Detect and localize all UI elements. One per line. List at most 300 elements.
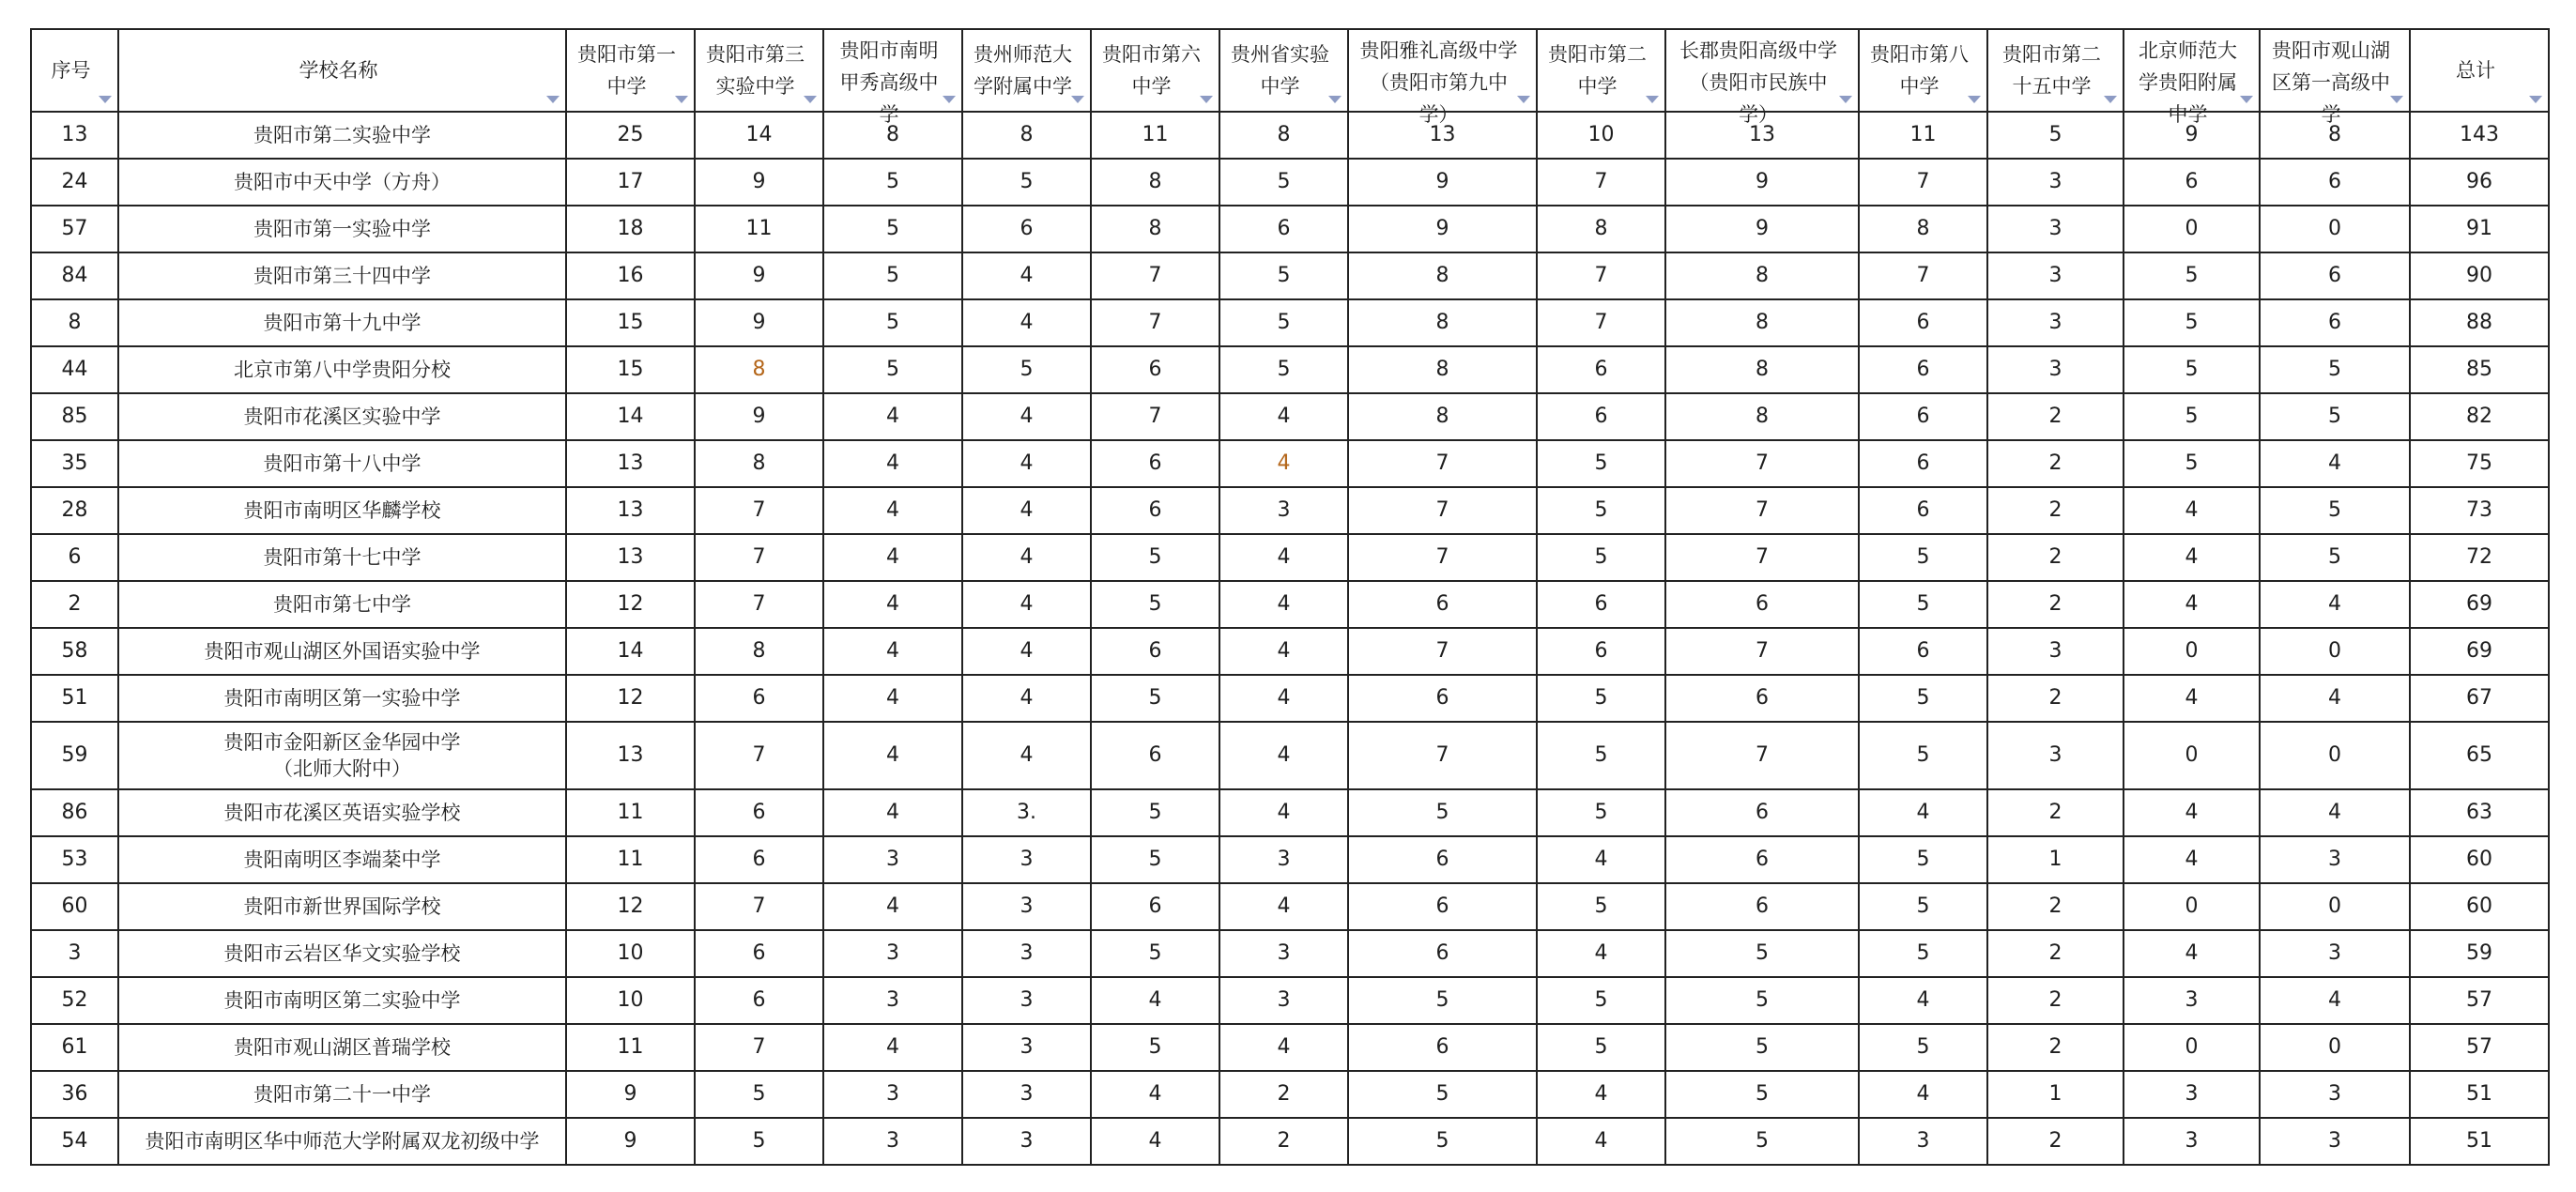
- score-cell[interactable]: 4: [823, 789, 962, 836]
- score-cell[interactable]: 3: [823, 1071, 962, 1118]
- school-name-cell[interactable]: 贵阳市云岩区华文实验学校: [118, 930, 566, 977]
- score-cell[interactable]: 1: [1987, 1071, 2124, 1118]
- total-cell[interactable]: 65: [2410, 722, 2549, 789]
- score-cell[interactable]: 2: [1987, 487, 2124, 534]
- score-cell[interactable]: 6: [1859, 299, 1987, 346]
- score-cell[interactable]: 7: [1348, 534, 1537, 581]
- filter-dropdown-icon[interactable]: [2529, 96, 2542, 103]
- score-cell[interactable]: 3: [962, 930, 1091, 977]
- filter-dropdown-icon[interactable]: [546, 96, 560, 103]
- score-cell[interactable]: 5: [823, 206, 962, 252]
- score-cell[interactable]: 4: [962, 722, 1091, 789]
- row-number-cell[interactable]: 51: [31, 675, 118, 722]
- score-cell[interactable]: 5: [1537, 977, 1665, 1024]
- score-cell[interactable]: 6: [1091, 440, 1219, 487]
- score-cell[interactable]: 5: [1537, 883, 1665, 930]
- score-cell[interactable]: 3: [1987, 346, 2124, 393]
- score-cell[interactable]: 11: [1091, 112, 1219, 159]
- score-cell[interactable]: 13: [566, 534, 695, 581]
- score-cell[interactable]: 5: [1859, 581, 1987, 628]
- score-cell[interactable]: 8: [1665, 252, 1859, 299]
- score-cell[interactable]: 3: [823, 1118, 962, 1165]
- row-number-cell[interactable]: 52: [31, 977, 118, 1024]
- score-cell[interactable]: 14: [566, 393, 695, 440]
- score-cell[interactable]: 4: [1537, 1071, 1665, 1118]
- score-cell[interactable]: 7: [695, 1024, 823, 1071]
- score-cell[interactable]: 2: [1987, 534, 2124, 581]
- row-number-cell[interactable]: 53: [31, 836, 118, 883]
- total-cell[interactable]: 88: [2410, 299, 2549, 346]
- score-cell[interactable]: 8: [1348, 299, 1537, 346]
- column-header-7[interactable]: [1219, 29, 1348, 112]
- filter-dropdown-icon[interactable]: [1839, 96, 1852, 103]
- score-cell[interactable]: 6: [1091, 722, 1219, 789]
- score-cell[interactable]: 6: [1859, 393, 1987, 440]
- score-cell[interactable]: 8: [695, 440, 823, 487]
- score-cell[interactable]: 4: [1219, 675, 1348, 722]
- score-cell[interactable]: 5: [2124, 393, 2260, 440]
- score-cell[interactable]: 4: [1219, 393, 1348, 440]
- total-cell[interactable]: 96: [2410, 159, 2549, 206]
- total-cell[interactable]: 60: [2410, 883, 2549, 930]
- school-name-cell[interactable]: 北京市第八中学贵阳分校: [118, 346, 566, 393]
- score-cell[interactable]: 7: [695, 581, 823, 628]
- score-cell[interactable]: 11: [566, 789, 695, 836]
- score-cell[interactable]: 5: [2124, 299, 2260, 346]
- score-cell[interactable]: 10: [566, 930, 695, 977]
- score-cell[interactable]: 5: [1091, 836, 1219, 883]
- score-cell[interactable]: 6: [962, 206, 1091, 252]
- score-cell[interactable]: 5: [1091, 789, 1219, 836]
- score-cell[interactable]: 4: [823, 1024, 962, 1071]
- score-cell[interactable]: 4: [823, 722, 962, 789]
- score-cell[interactable]: 4: [1091, 977, 1219, 1024]
- score-cell[interactable]: 6: [2260, 252, 2410, 299]
- score-cell[interactable]: 8: [1859, 206, 1987, 252]
- score-cell[interactable]: 16: [566, 252, 695, 299]
- filter-dropdown-icon[interactable]: [804, 96, 817, 103]
- school-name-cell[interactable]: 贵阳市花溪区实验中学: [118, 393, 566, 440]
- score-cell[interactable]: 7: [1665, 487, 1859, 534]
- score-cell[interactable]: 3: [2124, 977, 2260, 1024]
- score-cell[interactable]: 8: [1665, 299, 1859, 346]
- row-number-cell[interactable]: 44: [31, 346, 118, 393]
- column-header-1[interactable]: [118, 29, 566, 112]
- score-cell[interactable]: 13: [1665, 112, 1859, 159]
- score-cell[interactable]: 5: [1987, 112, 2124, 159]
- score-cell[interactable]: 5: [823, 159, 962, 206]
- total-cell[interactable]: 73: [2410, 487, 2549, 534]
- score-cell[interactable]: 18: [566, 206, 695, 252]
- column-header-0[interactable]: [31, 29, 118, 112]
- school-name-cell[interactable]: 贵阳市南明区华麟学校: [118, 487, 566, 534]
- score-cell[interactable]: 3: [2260, 1071, 2410, 1118]
- score-cell[interactable]: 4: [823, 675, 962, 722]
- score-cell[interactable]: 4: [823, 393, 962, 440]
- score-cell[interactable]: 2: [1987, 581, 2124, 628]
- school-name-cell[interactable]: 贵阳市第二实验中学: [118, 112, 566, 159]
- filter-dropdown-icon[interactable]: [2104, 96, 2117, 103]
- score-cell[interactable]: 3: [1987, 206, 2124, 252]
- score-cell[interactable]: 6: [1537, 393, 1665, 440]
- score-cell[interactable]: 6: [1665, 675, 1859, 722]
- score-cell[interactable]: 6: [1091, 487, 1219, 534]
- score-cell[interactable]: 14: [695, 112, 823, 159]
- column-header-15[interactable]: [2410, 29, 2549, 112]
- score-cell[interactable]: 3: [1219, 836, 1348, 883]
- score-cell[interactable]: 4: [823, 487, 962, 534]
- score-cell[interactable]: 3: [962, 977, 1091, 1024]
- score-cell[interactable]: 15: [566, 299, 695, 346]
- score-cell[interactable]: 2: [1219, 1118, 1348, 1165]
- score-cell[interactable]: 6: [1348, 930, 1537, 977]
- score-cell[interactable]: 6: [1537, 628, 1665, 675]
- score-cell[interactable]: 6: [1859, 628, 1987, 675]
- score-cell[interactable]: 7: [1537, 299, 1665, 346]
- score-cell[interactable]: 9: [695, 393, 823, 440]
- score-cell[interactable]: 5: [2124, 252, 2260, 299]
- row-number-cell[interactable]: 13: [31, 112, 118, 159]
- column-header-3[interactable]: [695, 29, 823, 112]
- score-cell[interactable]: 8: [695, 628, 823, 675]
- score-cell[interactable]: 25: [566, 112, 695, 159]
- score-cell[interactable]: 6: [695, 930, 823, 977]
- total-cell[interactable]: 143: [2410, 112, 2549, 159]
- total-cell[interactable]: 60: [2410, 836, 2549, 883]
- score-cell[interactable]: 4: [1537, 836, 1665, 883]
- column-header-6[interactable]: [1091, 29, 1219, 112]
- score-cell[interactable]: 9: [1348, 159, 1537, 206]
- total-cell[interactable]: 51: [2410, 1071, 2549, 1118]
- score-cell[interactable]: 5: [823, 346, 962, 393]
- score-cell[interactable]: 6: [1859, 487, 1987, 534]
- score-cell[interactable]: 4: [1219, 722, 1348, 789]
- school-name-cell[interactable]: 贵阳南明区李端棻中学: [118, 836, 566, 883]
- score-cell[interactable]: 13: [1348, 112, 1537, 159]
- score-cell[interactable]: 8: [962, 112, 1091, 159]
- score-cell[interactable]: 12: [566, 581, 695, 628]
- total-cell[interactable]: 57: [2410, 1024, 2549, 1071]
- score-cell[interactable]: 0: [2124, 1024, 2260, 1071]
- score-cell[interactable]: 7: [1348, 440, 1537, 487]
- score-cell[interactable]: 4: [2260, 440, 2410, 487]
- score-cell[interactable]: 8: [1091, 159, 1219, 206]
- score-cell[interactable]: 6: [1348, 581, 1537, 628]
- row-number-cell[interactable]: 57: [31, 206, 118, 252]
- filter-dropdown-icon[interactable]: [1517, 96, 1530, 103]
- row-number-cell[interactable]: 54: [31, 1118, 118, 1165]
- score-cell[interactable]: 1: [1987, 836, 2124, 883]
- score-cell[interactable]: 3: [823, 977, 962, 1024]
- score-cell[interactable]: 3: [1987, 299, 2124, 346]
- score-cell[interactable]: 6: [1091, 628, 1219, 675]
- total-cell[interactable]: 69: [2410, 581, 2549, 628]
- row-number-cell[interactable]: 6: [31, 534, 118, 581]
- score-cell[interactable]: 4: [1537, 930, 1665, 977]
- score-cell[interactable]: 5: [1859, 675, 1987, 722]
- score-cell[interactable]: 6: [1537, 346, 1665, 393]
- score-cell[interactable]: 7: [1665, 440, 1859, 487]
- score-cell[interactable]: 6: [1348, 836, 1537, 883]
- score-cell[interactable]: 4: [1219, 789, 1348, 836]
- score-cell[interactable]: 7: [1348, 487, 1537, 534]
- score-cell[interactable]: 0: [2124, 722, 2260, 789]
- column-header-13[interactable]: [2124, 29, 2260, 126]
- score-cell[interactable]: 5: [2260, 346, 2410, 393]
- school-name-cell[interactable]: 贵阳市第一实验中学: [118, 206, 566, 252]
- score-cell[interactable]: 6: [1091, 883, 1219, 930]
- filter-dropdown-icon[interactable]: [2390, 96, 2403, 103]
- score-cell[interactable]: 4: [1219, 581, 1348, 628]
- filter-dropdown-icon[interactable]: [1968, 96, 1981, 103]
- total-cell[interactable]: 69: [2410, 628, 2549, 675]
- filter-dropdown-icon[interactable]: [1328, 96, 1342, 103]
- score-cell[interactable]: 5: [695, 1071, 823, 1118]
- score-cell[interactable]: 9: [566, 1118, 695, 1165]
- score-cell[interactable]: 0: [2124, 206, 2260, 252]
- score-cell[interactable]: 4: [2124, 487, 2260, 534]
- score-cell[interactable]: 4: [1091, 1071, 1219, 1118]
- row-number-cell[interactable]: 35: [31, 440, 118, 487]
- score-cell[interactable]: 4: [962, 393, 1091, 440]
- filter-dropdown-icon[interactable]: [1071, 96, 1084, 103]
- score-cell[interactable]: 7: [1348, 628, 1537, 675]
- score-cell[interactable]: 3: [962, 883, 1091, 930]
- score-cell[interactable]: 4: [823, 883, 962, 930]
- row-number-cell[interactable]: 28: [31, 487, 118, 534]
- score-cell[interactable]: 4: [962, 581, 1091, 628]
- score-cell[interactable]: 3: [1987, 159, 2124, 206]
- total-cell[interactable]: 57: [2410, 977, 2549, 1024]
- score-cell[interactable]: 4: [1859, 789, 1987, 836]
- score-cell[interactable]: 5: [1348, 1071, 1537, 1118]
- score-cell[interactable]: 4: [2260, 581, 2410, 628]
- column-header-9[interactable]: [1537, 29, 1665, 112]
- score-cell[interactable]: 3: [962, 836, 1091, 883]
- score-cell[interactable]: 4: [2124, 675, 2260, 722]
- score-cell[interactable]: 5: [1537, 440, 1665, 487]
- score-cell[interactable]: 5: [1665, 1024, 1859, 1071]
- score-cell[interactable]: 5: [1348, 789, 1537, 836]
- score-cell[interactable]: 2: [1987, 789, 2124, 836]
- score-cell[interactable]: 7: [1091, 299, 1219, 346]
- score-cell[interactable]: 5: [2260, 487, 2410, 534]
- score-cell[interactable]: 7: [695, 534, 823, 581]
- column-header-11[interactable]: [1859, 29, 1987, 112]
- filter-dropdown-icon[interactable]: [1646, 96, 1659, 103]
- score-cell[interactable]: 5: [1091, 675, 1219, 722]
- score-cell[interactable]: 4: [962, 534, 1091, 581]
- school-name-cell[interactable]: 贵阳市第二十一中学: [118, 1071, 566, 1118]
- score-cell[interactable]: 6: [1859, 346, 1987, 393]
- score-cell[interactable]: 3: [1219, 487, 1348, 534]
- score-cell[interactable]: 11: [566, 836, 695, 883]
- total-cell[interactable]: 82: [2410, 393, 2549, 440]
- score-cell[interactable]: 3: [1987, 722, 2124, 789]
- score-cell[interactable]: 2: [1987, 1118, 2124, 1165]
- score-cell[interactable]: 0: [2260, 628, 2410, 675]
- score-cell[interactable]: 5: [1665, 930, 1859, 977]
- score-cell[interactable]: 4: [1091, 1118, 1219, 1165]
- score-cell[interactable]: 6: [695, 675, 823, 722]
- score-cell[interactable]: 6: [1348, 675, 1537, 722]
- score-cell[interactable]: 11: [695, 206, 823, 252]
- score-cell[interactable]: 5: [1091, 1024, 1219, 1071]
- score-cell[interactable]: 17: [566, 159, 695, 206]
- score-cell[interactable]: 11: [566, 1024, 695, 1071]
- score-cell[interactable]: 12: [566, 883, 695, 930]
- filter-dropdown-icon[interactable]: [2240, 96, 2253, 103]
- score-cell[interactable]: 7: [1665, 534, 1859, 581]
- score-cell[interactable]: 2: [1987, 440, 2124, 487]
- score-cell[interactable]: 5: [1537, 789, 1665, 836]
- score-cell[interactable]: 5: [1091, 930, 1219, 977]
- score-cell[interactable]: 5: [1665, 1071, 1859, 1118]
- score-cell[interactable]: 5: [1537, 1024, 1665, 1071]
- score-cell[interactable]: 3: [2260, 930, 2410, 977]
- score-cell[interactable]: 7: [695, 487, 823, 534]
- score-cell[interactable]: 4: [1219, 1024, 1348, 1071]
- score-cell[interactable]: 11: [1859, 112, 1987, 159]
- score-cell[interactable]: 0: [2260, 206, 2410, 252]
- score-cell[interactable]: 14: [566, 628, 695, 675]
- score-cell[interactable]: 6: [1091, 346, 1219, 393]
- school-name-cell[interactable]: 贵阳市金阳新区金华园中学 （北师大附中）: [118, 722, 566, 789]
- row-number-cell[interactable]: 2: [31, 581, 118, 628]
- column-header-8[interactable]: [1348, 29, 1537, 126]
- score-cell[interactable]: 4: [962, 487, 1091, 534]
- row-number-cell[interactable]: 59: [31, 722, 118, 789]
- score-cell[interactable]: 4: [962, 675, 1091, 722]
- score-cell[interactable]: 5: [1219, 299, 1348, 346]
- score-cell[interactable]: 0: [2124, 883, 2260, 930]
- school-name-cell[interactable]: 贵阳市第三十四中学: [118, 252, 566, 299]
- score-cell[interactable]: 6: [1665, 883, 1859, 930]
- score-cell[interactable]: 8: [2260, 112, 2410, 159]
- score-cell[interactable]: 4: [2124, 930, 2260, 977]
- score-cell[interactable]: 4: [2124, 534, 2260, 581]
- score-cell[interactable]: 6: [2124, 159, 2260, 206]
- score-cell[interactable]: 2: [1987, 1024, 2124, 1071]
- score-cell[interactable]: 6: [695, 789, 823, 836]
- total-cell[interactable]: 67: [2410, 675, 2549, 722]
- score-cell[interactable]: 0: [2124, 628, 2260, 675]
- score-cell[interactable]: 7: [1537, 252, 1665, 299]
- score-cell[interactable]: 5: [1537, 675, 1665, 722]
- total-cell[interactable]: 63: [2410, 789, 2549, 836]
- score-cell[interactable]: 5: [695, 1118, 823, 1165]
- score-cell[interactable]: 7: [1348, 722, 1537, 789]
- score-cell[interactable]: 3: [823, 930, 962, 977]
- score-cell[interactable]: 4: [2260, 675, 2410, 722]
- score-cell[interactable]: 5: [1091, 581, 1219, 628]
- row-number-cell[interactable]: 86: [31, 789, 118, 836]
- score-cell[interactable]: 10: [566, 977, 695, 1024]
- score-cell[interactable]: 5: [1537, 534, 1665, 581]
- score-cell[interactable]: 0: [2260, 722, 2410, 789]
- school-name-cell[interactable]: 贵阳市南明区第二实验中学: [118, 977, 566, 1024]
- score-cell[interactable]: 4: [1859, 1071, 1987, 1118]
- score-cell[interactable]: 3: [962, 1071, 1091, 1118]
- score-cell[interactable]: 3: [1219, 930, 1348, 977]
- filter-dropdown-icon[interactable]: [675, 96, 688, 103]
- score-cell[interactable]: 3.: [962, 789, 1091, 836]
- score-cell[interactable]: 5: [1859, 1024, 1987, 1071]
- score-cell[interactable]: 3: [962, 1118, 1091, 1165]
- score-cell[interactable]: 5: [1859, 930, 1987, 977]
- score-cell[interactable]: 10: [1537, 112, 1665, 159]
- score-cell[interactable]: 6: [2260, 299, 2410, 346]
- score-cell[interactable]: 5: [2260, 534, 2410, 581]
- school-name-cell[interactable]: 贵阳市观山湖区普瑞学校: [118, 1024, 566, 1071]
- score-cell[interactable]: 8: [1665, 393, 1859, 440]
- score-cell[interactable]: 4: [823, 534, 962, 581]
- filter-dropdown-icon[interactable]: [99, 96, 112, 103]
- score-cell[interactable]: 0: [2260, 1024, 2410, 1071]
- score-cell[interactable]: 5: [1219, 252, 1348, 299]
- score-cell[interactable]: 4: [1859, 977, 1987, 1024]
- score-cell[interactable]: 7: [1859, 252, 1987, 299]
- row-number-cell[interactable]: 36: [31, 1071, 118, 1118]
- score-cell[interactable]: 5: [1859, 722, 1987, 789]
- score-cell[interactable]: 5: [1665, 1118, 1859, 1165]
- score-cell[interactable]: 5: [1348, 1118, 1537, 1165]
- school-name-cell[interactable]: 贵阳市中天中学（方舟）: [118, 159, 566, 206]
- score-cell[interactable]: 3: [2260, 836, 2410, 883]
- score-cell[interactable]: 4: [1537, 1118, 1665, 1165]
- total-cell[interactable]: 51: [2410, 1118, 2549, 1165]
- score-cell[interactable]: 3: [1859, 1118, 1987, 1165]
- total-cell[interactable]: 75: [2410, 440, 2549, 487]
- score-cell[interactable]: 13: [566, 722, 695, 789]
- score-cell[interactable]: 9: [695, 299, 823, 346]
- score-cell[interactable]: 8: [1091, 206, 1219, 252]
- score-cell[interactable]: 3: [2260, 1118, 2410, 1165]
- score-cell[interactable]: 5: [823, 299, 962, 346]
- score-cell[interactable]: 4: [962, 299, 1091, 346]
- score-cell[interactable]: 6: [1348, 883, 1537, 930]
- score-cell[interactable]: 5: [2124, 440, 2260, 487]
- score-cell[interactable]: 8: [1348, 252, 1537, 299]
- score-cell[interactable]: 9: [1665, 206, 1859, 252]
- column-header-4[interactable]: [823, 29, 962, 126]
- score-cell[interactable]: 9: [2124, 112, 2260, 159]
- score-cell[interactable]: 8: [1348, 346, 1537, 393]
- score-cell[interactable]: 3: [1987, 252, 2124, 299]
- score-cell[interactable]: 6: [1665, 836, 1859, 883]
- column-header-2[interactable]: [566, 29, 695, 112]
- score-cell[interactable]: 2: [1987, 883, 2124, 930]
- score-cell[interactable]: 7: [695, 722, 823, 789]
- score-cell[interactable]: 6: [1665, 581, 1859, 628]
- score-cell[interactable]: 0: [2260, 883, 2410, 930]
- row-number-cell[interactable]: 84: [31, 252, 118, 299]
- score-cell[interactable]: 9: [695, 252, 823, 299]
- filter-dropdown-icon[interactable]: [943, 96, 956, 103]
- row-number-cell[interactable]: 3: [31, 930, 118, 977]
- score-cell[interactable]: 5: [1091, 534, 1219, 581]
- school-name-cell[interactable]: 贵阳市南明区第一实验中学: [118, 675, 566, 722]
- score-cell[interactable]: 4: [1219, 883, 1348, 930]
- score-cell[interactable]: 6: [1537, 581, 1665, 628]
- total-cell[interactable]: 85: [2410, 346, 2549, 393]
- school-name-cell[interactable]: 贵阳市第七中学: [118, 581, 566, 628]
- score-cell[interactable]: 4: [2260, 789, 2410, 836]
- score-cell[interactable]: 2: [1987, 675, 2124, 722]
- total-cell[interactable]: 91: [2410, 206, 2549, 252]
- score-cell[interactable]: 4: [1219, 628, 1348, 675]
- score-cell[interactable]: 5: [1665, 977, 1859, 1024]
